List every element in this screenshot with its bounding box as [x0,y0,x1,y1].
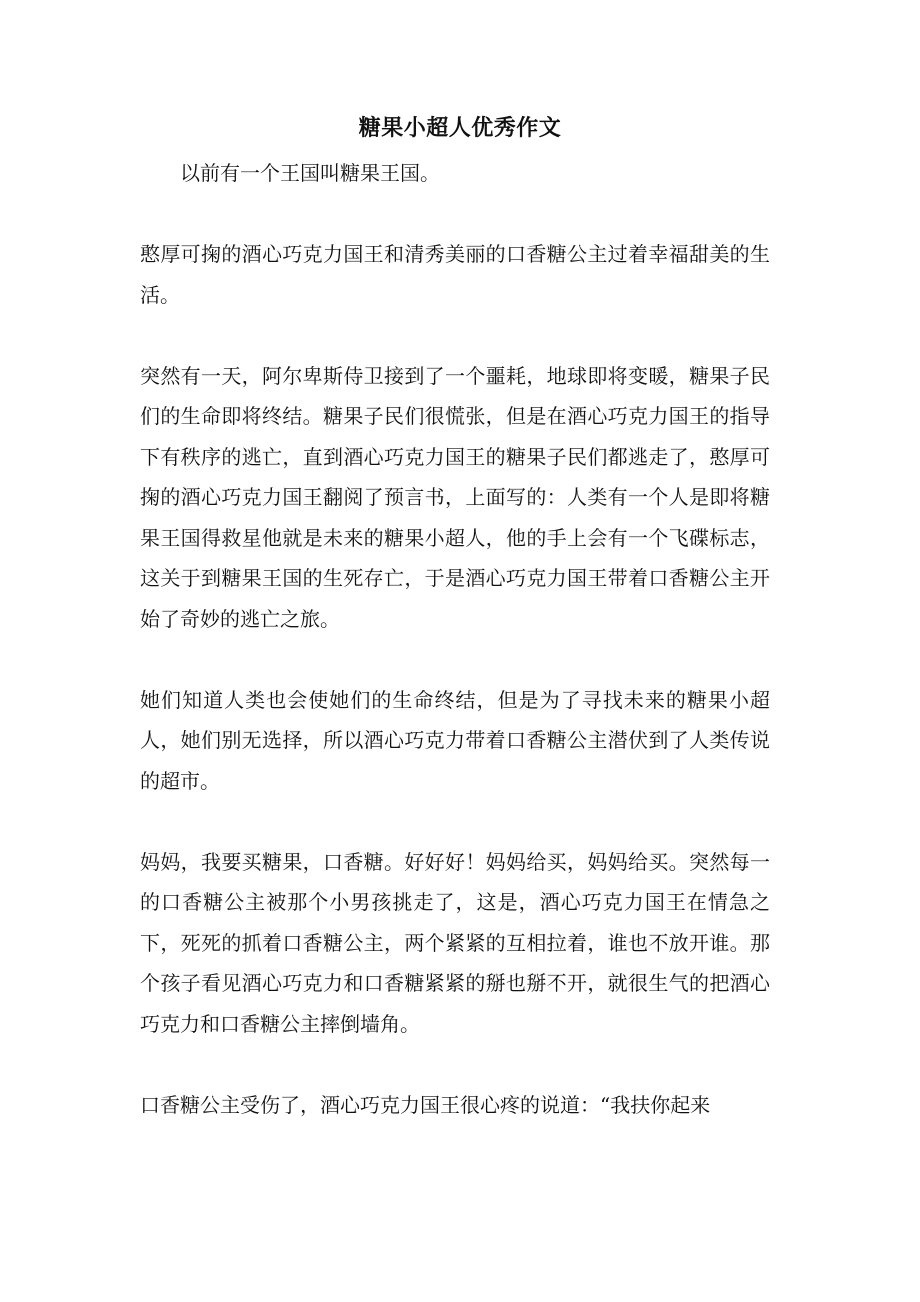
paragraph-4: 她们知道人类也会使她们的生命终结，但是为了寻找未来的糖果小超人，她们别无选择，所以酒心巧克力带着口香糖公主潜伏到了人类传说的超市。 [140,687,770,793]
paragraph-3: 突然有一天，阿尔卑斯侍卫接到了一个噩耗，地球即将变暖，糖果子民们的生命即将终结。糖果子民们很慌张，但是在酒心巧克力国王的指导下有秩序的逃亡，直到酒心巧克力国王的糖果子民们都逃走了，憨厚可掬的酒心巧克力国王翻阅了预言书，上面写的：人类有一个人是即将糖果王国得救星他就是未来的糖果小超人，他的手上会有一个飞碟标志，这关于到糖果王国的生死存亡，于是酒心巧克力国王带着口香糖公主开始了奇妙的逃亡之旅。 [140,363,770,631]
paragraph-6: 口香糖公主受伤了，酒心巧克力国王很心疼的说道：“我扶你起来 [140,1092,711,1117]
document-title: 糖果小超人优秀作文 [358,115,562,141]
document-body [140,153,770,1125]
paragraph-spacer [140,194,770,235]
paragraph-2: 憨厚可掬的酒心巧克力国王和清秀美丽的口香糖公主过着幸福甜美的生活。 [140,242,770,307]
paragraph-spacer [140,315,770,356]
paragraph-spacer [140,1044,770,1085]
paragraph-5: 妈妈，我要买糖果，口香糖。好好好！妈妈给买，妈妈给买。突然每一的口香糖公主被那个小男孩挑走了，这是，酒心巧克力国王在情急之下，死死的抓着口香糖公主，两个紧紧的互相拉着，谁也不放开谁。那个孩子看见酒心巧克力和口香糖紧紧的掰也掰不开，就很生气的把酒心巧克力和口香糖公主摔倒墙角。 [140,849,770,1036]
paragraph-spacer [140,801,770,842]
paragraph-1: 以前有一个王国叫糖果王国。 [180,161,440,185]
paragraph-spacer [140,639,770,680]
